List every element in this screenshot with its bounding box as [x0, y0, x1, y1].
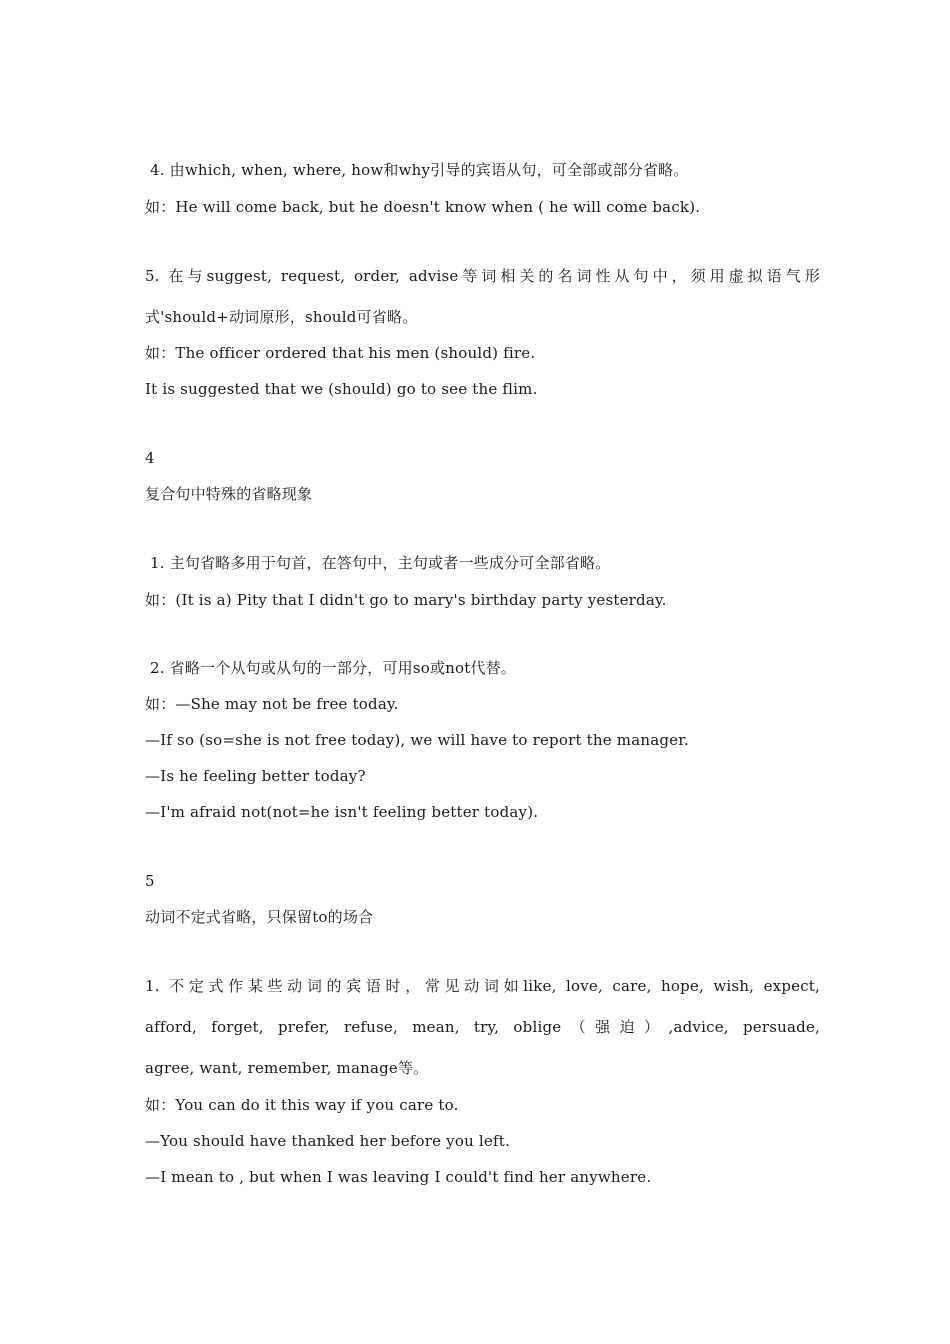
section-heading: 复合句中特殊的省略现象: [145, 485, 313, 503]
rule-1-continuation: afford, forget, prefer, refuse, mean, try, oblige（强迫）,advice, persuade,: [145, 1018, 820, 1036]
dialogue-line: —I'm afraid not(not=he isn't feeling better today).: [145, 803, 539, 821]
dialogue-line: —You should have thanked her before you left.: [145, 1132, 510, 1150]
example-line: 如：You can do it this way if you care to.: [145, 1096, 459, 1114]
example-line: 如：(It is a) Pity that I didn't go to mary's birthday party yesterday.: [145, 591, 667, 609]
rule-1-main-clause-omission: 1. 主句省略多用于句首，在答句中，主句或者一些成分可全部省略。: [145, 554, 611, 572]
example-line: 如：The officer ordered that his men (should) fire.: [145, 344, 536, 362]
rule-1-infinitive-object: 1. 不定式作某些动词的宾语时，常见动词如like, love, care, hope, wish, expect,: [145, 977, 820, 995]
example-line: It is suggested that we (should) go to see the flim.: [145, 380, 538, 398]
rule-1-continuation: agree, want, remember, manage等。: [145, 1059, 429, 1077]
rule-4-which-when-where: 4. 由which, when, where, how和why引导的宾语从句，可全部或部分省略。: [145, 161, 689, 179]
example-line: 如：He will come back, but he doesn't know when ( he will come back).: [145, 198, 701, 216]
section-heading: 动词不定式省略，只保留to的场合: [145, 908, 374, 926]
dialogue-line: —Is he feeling better today?: [145, 767, 366, 785]
dialogue-line: —If so (so=she is not free today), we will have to report the manager.: [145, 731, 689, 749]
dialogue-line: —I mean to , but when I was leaving I could't find her anywhere.: [145, 1168, 652, 1186]
rule-5-continuation: 式'should+动词原形，should可省略。: [145, 308, 418, 326]
rule-5-subjunctive: 5. 在与suggest, request, order, advise等词相关的名词性从句中，须用虚拟语气形: [145, 267, 820, 285]
section-number: 5: [145, 872, 155, 890]
section-number: 4: [145, 449, 155, 467]
rule-2-so-not-substitution: 2. 省略一个从句或从句的一部分，可用so或not代替。: [145, 659, 517, 677]
dialogue-line: 如：—She may not be free today.: [145, 695, 399, 713]
